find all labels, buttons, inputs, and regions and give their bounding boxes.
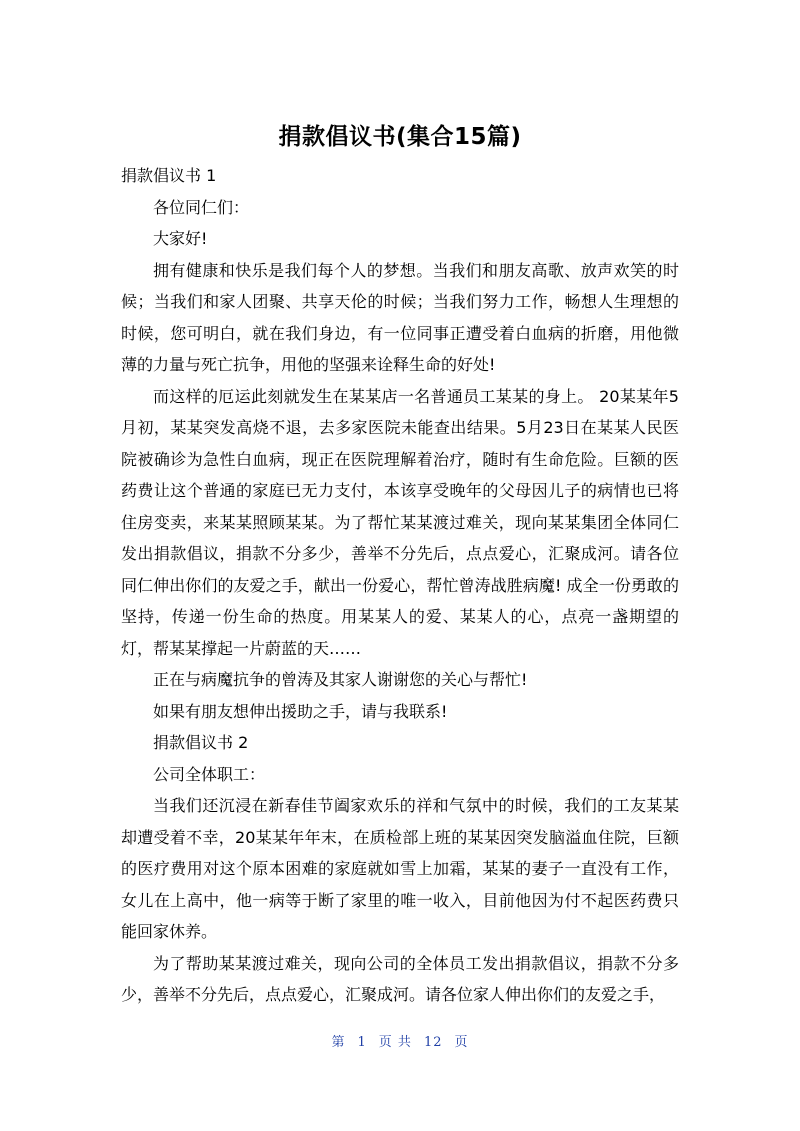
body-paragraph: 如果有朋友想伸出援助之手，请与我联系! bbox=[153, 701, 448, 721]
page-footer bbox=[0, 1031, 800, 1050]
body-paragraph: 为了帮助某某渡过难关，现向公司的全体员工发出捐款倡议，捐款不分多少，善举不分先后，点点爱心，汇聚成河。请各位家人伸出你们的友爱之手， bbox=[121, 953, 679, 1004]
current-page-number: 1 bbox=[357, 1035, 367, 1050]
body-paragraph: 拥有健康和快乐是我们每个人的梦想。当我们和朋友高歌、放声欢笑的时候；当我们和家人团聚、共享天伦的时候；当我们努力工作，畅想人生理想的时候，您可明白，就在我们身边，有一位同事正遭受着白血病的折磨，用他微薄的力量与死亡抗争，用他的坚强来诠释生命的好处! bbox=[121, 260, 679, 374]
salutation-paragraph: 各位同仁们： bbox=[153, 197, 250, 217]
body-paragraph: 而这样的厄运此刻就发生在某某店一名普通员工某某的身上。 20某某年5月初，某某突发高烧不退，去多家医院未能查出结果。5月23日在某某人民医院被确诊为急性白血病，现正在医院理解着治疗，随时有生命危险。巨额的医药费让这个普通的家庭已无力支付，本该享受晚年的父母因儿子的病情也已将住房变卖，来某某照顾某某。为了帮忙某某渡过难关，现向某某集团全体同仁发出捐款倡议，捐款不分多少，善举不分先后，点点爱心，汇聚成河。请各位同仁伸出你们的友爱之手，献出一份爱心，帮忙曾涛战胜病魔! 成全一份勇敢的坚持，传递一份生命的热度。用某某人的爱、某某人的心，点亮一盏期望的灯，帮某某撑起一片蔚蓝的天…… bbox=[121, 386, 679, 658]
body-paragraph: 正在与病魔抗争的曾涛及其家人谢谢您的关心与帮忙! bbox=[153, 670, 528, 689]
section-heading-2: 捐款倡议书 2 bbox=[153, 733, 249, 752]
document-title: 捐款倡议书(集合15篇) bbox=[278, 124, 522, 150]
body-paragraph: 当我们还沉浸在新春佳节阖家欢乐的祥和气氛中的时候，我们的工友某某却遭受着不幸，20某某年年末，在质检部上班的某某因突发脑溢血住院，巨额的医疗费用对这个原本困难的家庭就如雪上加霜，某某的妻子一直没有工作，女儿在上高中，他一病等于断了家里的唯一收入，目前他因为付不起医药费只能回家休养。 bbox=[121, 796, 679, 941]
salutation-paragraph: 公司全体职工： bbox=[153, 764, 266, 784]
section-heading-1: 捐款倡议书 1 bbox=[121, 166, 217, 185]
document-body bbox=[121, 160, 679, 1011]
greeting-paragraph: 大家好! bbox=[153, 229, 208, 248]
page-label-prefix: 第 bbox=[331, 1035, 346, 1050]
total-pages-number: 12 bbox=[423, 1035, 443, 1050]
page-label-suffix: 页 bbox=[454, 1035, 469, 1050]
page-label-mid: 页 共 bbox=[378, 1035, 412, 1050]
